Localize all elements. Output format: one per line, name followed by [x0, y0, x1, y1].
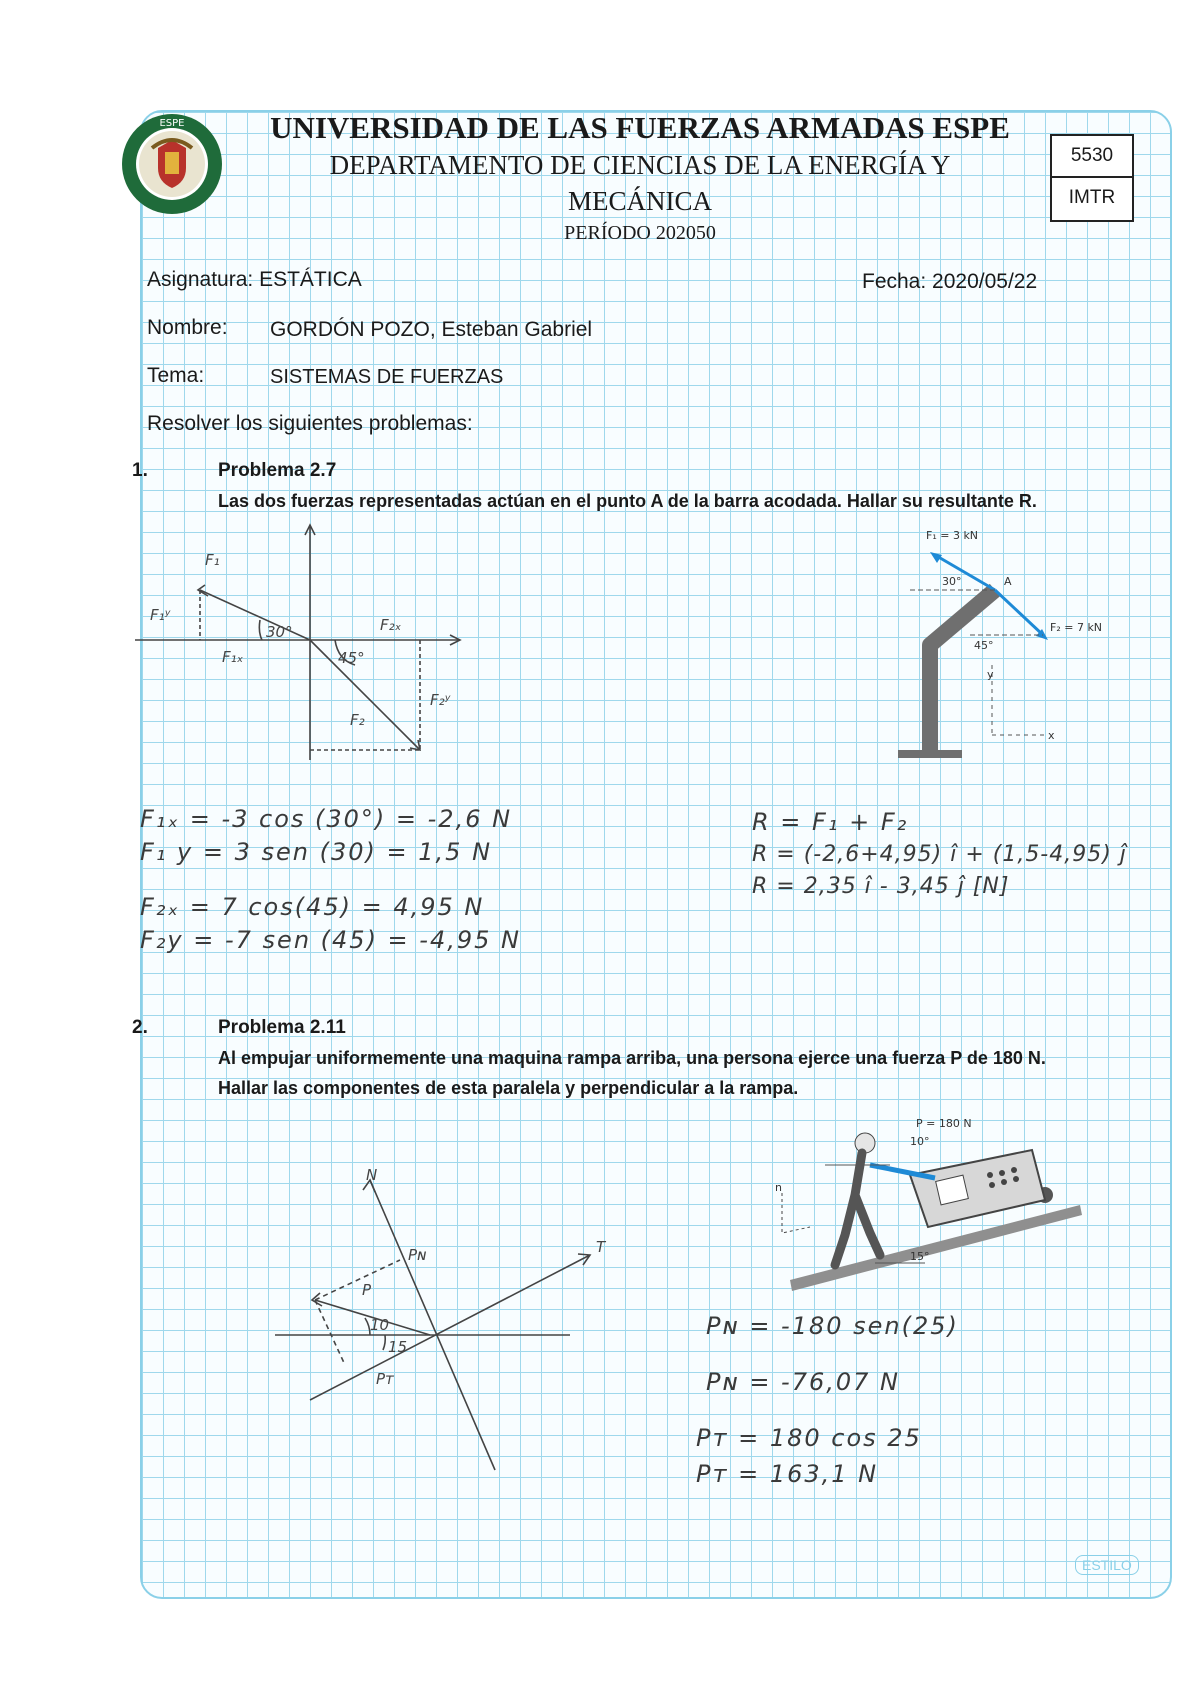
- fig2-p-label: P = 180 N: [916, 1117, 972, 1130]
- topic-label: Tema:: [147, 364, 205, 387]
- problem-2-statement-line-2: Hallar las componentes de esta paralela y perpendicular a la rampa.: [218, 1078, 799, 1098]
- problem-2-textbook-figure: [770, 1115, 1090, 1295]
- fig1-30-label: 30°: [942, 575, 962, 588]
- sketch-45-label: 45°: [338, 649, 365, 667]
- problem-2-sketch: [270, 1160, 620, 1480]
- department-line-2: MECÁNICA: [567, 186, 712, 216]
- fig2-n-label: n: [775, 1181, 782, 1194]
- university-name: UNIVERSIDAD DE LAS FUERZAS ARMADAS ESPE: [270, 110, 1010, 145]
- sketch-f2x-label: F₂ₓ: [380, 616, 402, 634]
- department-line-1: DEPARTAMENTO DE CIENCIAS DE LA ENERGÍA Y: [329, 150, 951, 180]
- date-label: Fecha:: [862, 270, 927, 293]
- name-label: Nombre:: [147, 316, 228, 339]
- fig1-f1-label: F₁ = 3 kN: [926, 529, 979, 542]
- problem-2-title: Problema 2.11: [218, 1017, 346, 1038]
- university-seal: [120, 112, 224, 216]
- subject-row: [147, 268, 362, 292]
- career-code: IMTR: [1068, 187, 1116, 208]
- fig2-10-label: 10°: [910, 1135, 930, 1148]
- sketch-30-label: 30°: [266, 623, 293, 641]
- p2-work-line-3: Pᴛ = 180 cos 25: [696, 1424, 922, 1452]
- name-value: GORDÓN POZO, Esteban Gabriel: [270, 318, 593, 341]
- p1-result-line-1: R = F₁ + F₂: [752, 808, 909, 836]
- p2-work-line-2: Pɴ = -76,07 N: [706, 1368, 900, 1396]
- sketch-f1x-label: F₁ₓ: [222, 648, 244, 666]
- fig1-point-a: A: [1004, 575, 1012, 588]
- fig1-x-axis: x: [1048, 729, 1055, 742]
- problem-1-sketch: [130, 520, 480, 780]
- seal-text: ESPE: [159, 118, 185, 129]
- p1-result-line-2: R = (-2,6+4,95) î + (1,5-4,95) ĵ: [752, 842, 1127, 867]
- subject-value: ESTÁTICA: [259, 268, 362, 291]
- problem-1-number: 1.: [132, 460, 148, 481]
- p1-work-line-1: F₁ₓ = -3 cos (30°) = -2,6 N: [140, 805, 513, 833]
- problem-2-statement-line-1: Al empujar uniformemente una maquina rampa arriba, una persona ejerce una fuerza P de 180 N.: [218, 1048, 1046, 1068]
- sketch-f1y-label: F₁ʸ: [150, 606, 171, 624]
- code-box: [1050, 134, 1134, 222]
- sketch2-t-label: T: [596, 1238, 606, 1256]
- p1-work-line-2: F₁ y = 3 sen (30) = 1,5 N: [140, 838, 493, 866]
- p2-work-line-4: Pᴛ = 163,1 N: [696, 1460, 879, 1488]
- sketch2-pt-label: Pᴛ: [376, 1370, 394, 1388]
- sketch-f1-label: F₁: [205, 551, 220, 569]
- subject-label: Asignatura:: [147, 268, 254, 291]
- sketch2-pn-label: Pɴ: [408, 1246, 427, 1264]
- sketch2-10-label: 10: [370, 1316, 390, 1334]
- fig1-f2-label: F₂ = 7 kN: [1050, 621, 1103, 634]
- sketch-f2y-label: F₂ʸ: [430, 691, 451, 709]
- problem-1-statement: Las dos fuerzas representadas actúan en el punto A de la barra acodada. Hallar su resultante R.: [218, 491, 1037, 511]
- problem-2-number: 2.: [132, 1017, 148, 1038]
- problem-1-title: Problema 2.7: [218, 460, 337, 481]
- date-row: [862, 270, 1037, 294]
- problem-1-textbook-figure: [880, 525, 1140, 765]
- p1-result-line-3: R = 2,35 î - 3,45 ĵ [N]: [752, 874, 1010, 899]
- p1-work-line-3: F₂ₓ = 7 cos(45) = 4,95 N: [140, 893, 485, 921]
- academic-period: PERÍODO 202050: [564, 222, 716, 244]
- brand-watermark: ESTILO: [1075, 1555, 1139, 1575]
- topic-value: SISTEMAS DE FUERZAS: [270, 366, 504, 388]
- sketch2-p-label: P: [362, 1281, 372, 1299]
- date-value: 2020/05/22: [932, 270, 1038, 293]
- fig2-15-label: 15°: [910, 1250, 930, 1263]
- instructions: Resolver los siguientes problemas:: [147, 412, 473, 435]
- course-code: 5530: [1052, 136, 1132, 178]
- sketch2-15-label: 15: [388, 1338, 408, 1356]
- p1-work-line-4: F₂y = -7 sen (45) = -4,95 N: [140, 926, 521, 954]
- fig1-45-label: 45°: [974, 639, 994, 652]
- sketch2-n-label: N: [366, 1166, 378, 1184]
- sketch-f2-label: F₂: [350, 711, 365, 729]
- fig1-y-axis: y: [987, 668, 994, 681]
- p2-work-line-1: Pɴ = -180 sen(25): [706, 1312, 959, 1340]
